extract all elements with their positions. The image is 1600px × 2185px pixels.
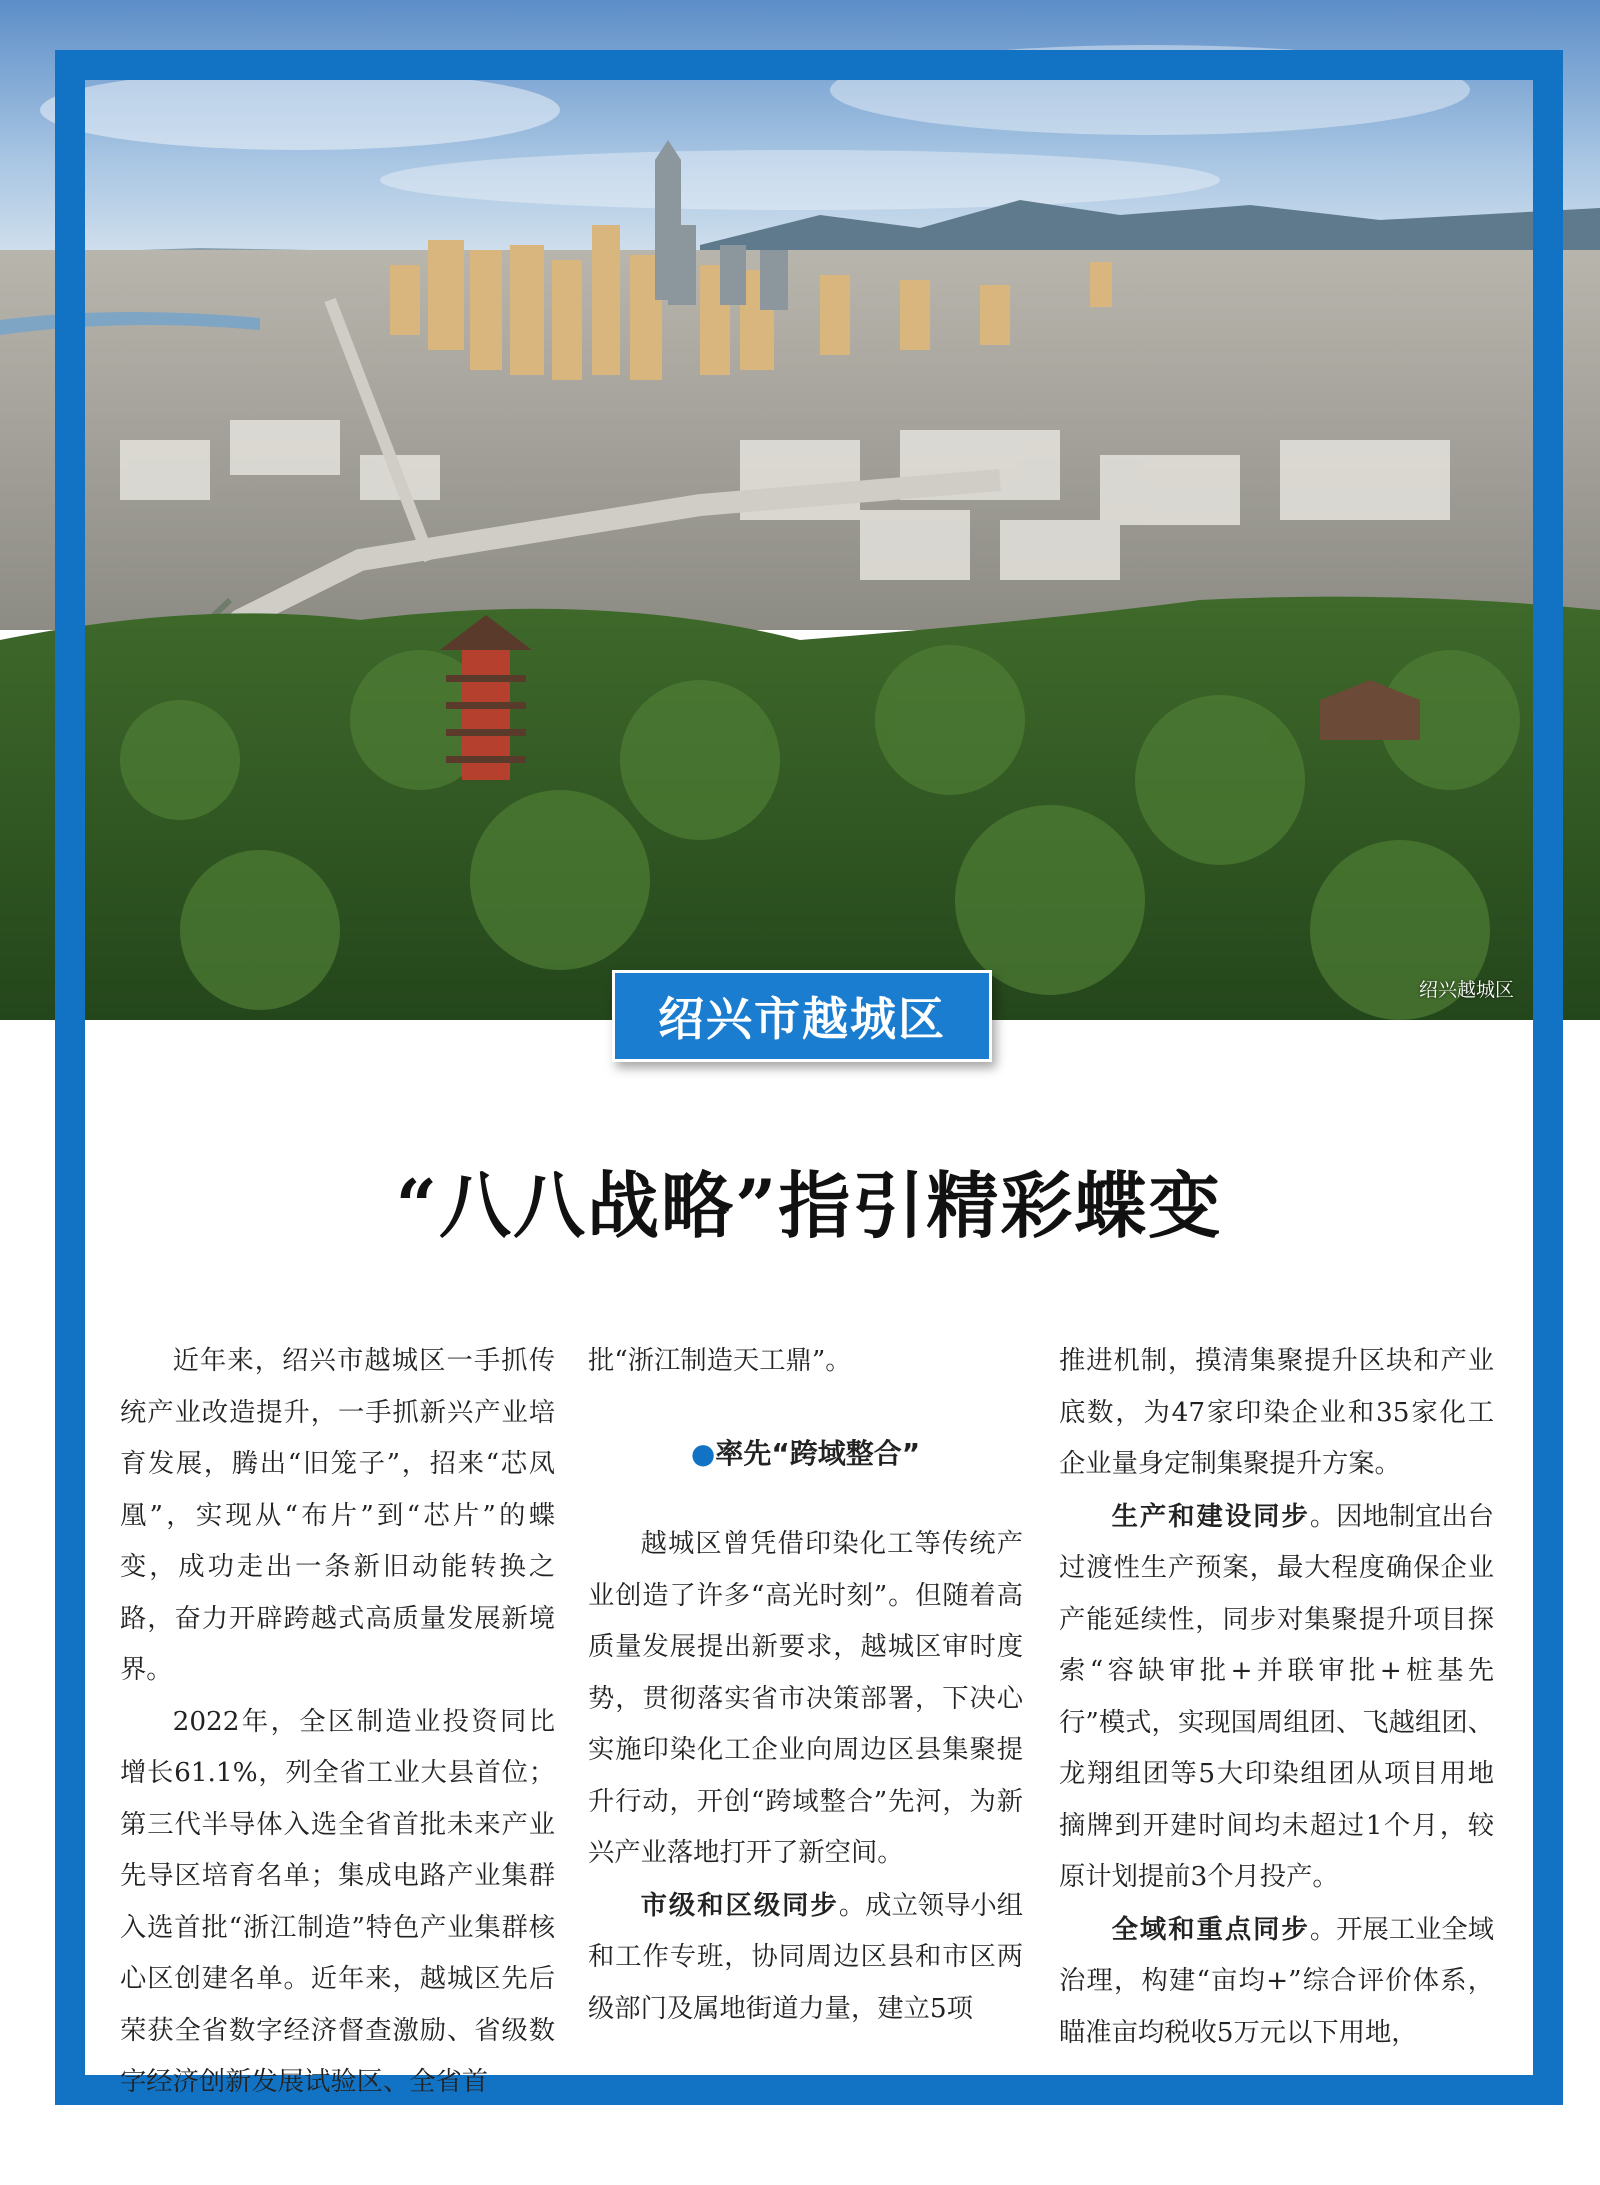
region-badge: 绍兴市越城区 (612, 970, 992, 1062)
paragraph: 越城区曾凭借印染化工等传统产业创造了许多“高光时刻”。但随着高质量发展提出新要求，越城区审时度势，贯彻落实省市决策部署，下决心实施印染化工企业向周边区县集聚提升行动，开创“跨域整合”先河，为新兴产业落地打开了新空间。 (588, 1529, 1023, 1868)
paragraph-text: 。因地制宜出台过渡性生产预案，最大程度确保企业产能延续性，同步对集聚提升项目探索“容缺审批+并联审批+桩基先行”模式，实现国周组团、飞越组团、龙翔组团等5大印染组团从项目用地摘牌到开建时间均未超过1个月，较原计划提前3个月投产。 (1059, 1501, 1495, 1892)
frame-left-border (55, 50, 85, 2105)
paragraph (588, 1880, 1023, 2036)
city-aerial-photo (0, 0, 1600, 1020)
article-column-2 (588, 1336, 1023, 2035)
photo-credit: 绍兴越城区 (1418, 979, 1514, 1001)
paragraph (1059, 1491, 1494, 1904)
paragraph-text: 。开展工业全域治理，构建“亩均+”综合评价体系，瞄准亩均税收5万元以下用地， (1059, 1914, 1495, 2048)
paragraph (1059, 1904, 1494, 2060)
paragraph-keyword: 全域和重点同步 (1111, 1913, 1310, 1945)
paragraph-text: 。成立领导小组和工作专班，协同周边区县和市区两级部门及属地街道力量，建立5项 (588, 1890, 1024, 2024)
paragraph: 近年来，绍兴市越城区一手抓传统产业改造提升，一手抓新兴产业培育发展，腾出“旧笼子”，招来“芯凤凰”，实现从“布片”到“芯片”的蝶变，成功走出一条新旧动能转换之路，奋力开辟跨越式高质量发展新境界。 (120, 1346, 555, 1685)
article-column-3 (1059, 1336, 1494, 2059)
section-heading (588, 1428, 1023, 1480)
paragraph-keyword: 市级和区级同步 (640, 1889, 839, 1921)
bullet-icon: ● (690, 1436, 716, 1470)
page-title: “八八战略”指引精彩蝶变 (395, 1163, 1223, 1248)
paragraph: 2022年，全区制造业投资同比增长61.1%，列全省工业大县首位；第三代半导体入选全省首批未来产业先导区培育名单；集成电路产业集群入选首批“浙江制造”特色产业集群核心区创建名单。近年来，越城区先后荣获全省数字经济督查激励、省级数字经济创新发展试验区、全省首 (120, 1706, 555, 2097)
city-aerial-illustration (0, 0, 1600, 1020)
paragraph: 批“浙江制造天工鼎”。 (588, 1346, 852, 1376)
frame-right-border (1533, 50, 1563, 2105)
article-column-1 (120, 1336, 555, 2109)
frame-top-border (55, 50, 1563, 80)
paragraph: 推进机制，摸清集聚提升区块和产业底数，为47家印染企业和35家化工企业量身定制集聚提升方案。 (1059, 1346, 1494, 1479)
paragraph-keyword: 生产和建设同步 (1111, 1500, 1310, 1532)
section-heading-text: 率先“跨域整合” (715, 1436, 921, 1470)
